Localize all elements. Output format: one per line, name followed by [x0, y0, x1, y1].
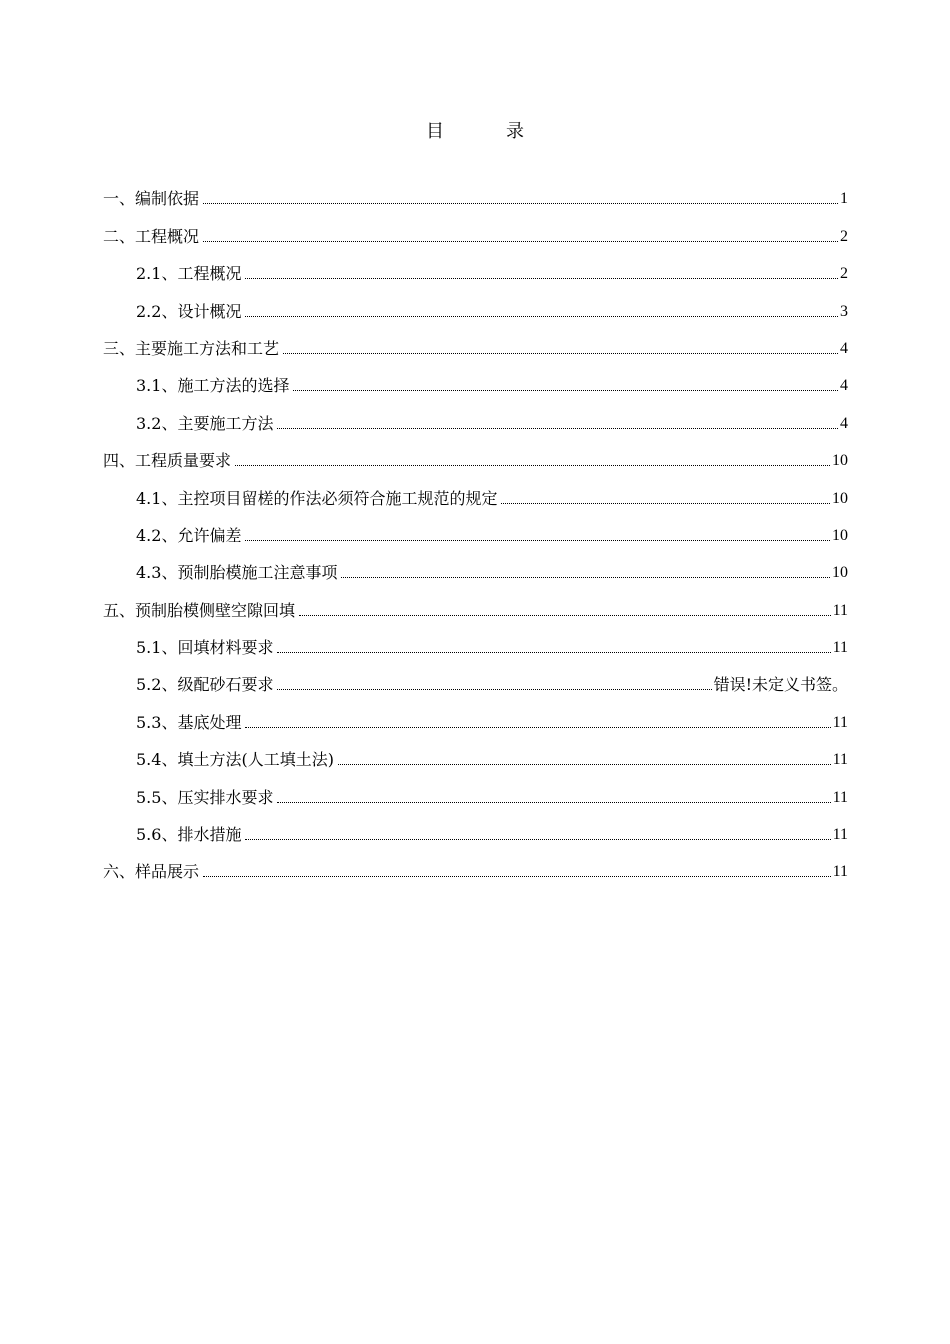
toc-entry[interactable]	[103, 816, 848, 853]
toc-title: 目 录	[426, 121, 546, 142]
dot-leader	[293, 390, 838, 391]
toc-entry-page: 11	[832, 863, 848, 881]
toc-entry[interactable]	[103, 367, 848, 404]
toc-entry-page: 3	[840, 302, 848, 320]
toc-entry-page: 11	[832, 826, 848, 844]
toc-entry-page: 1	[840, 190, 848, 208]
toc-entry-label: 2.2、设计概况	[136, 301, 242, 321]
toc-entry-page: 4	[840, 377, 848, 395]
dot-leader	[203, 876, 831, 877]
toc-entry-label: 4.3、预制胎模施工注意事项	[136, 563, 338, 583]
toc-entry-label: 3.1、施工方法的选择	[136, 376, 290, 396]
toc-entry-page: 11	[832, 601, 848, 619]
dot-leader	[245, 540, 830, 541]
toc-entry[interactable]	[103, 629, 848, 666]
toc-entry[interactable]	[103, 479, 848, 516]
toc-entry-page: 10	[832, 526, 848, 544]
toc-entry[interactable]	[103, 778, 848, 815]
dot-leader	[299, 615, 831, 616]
toc-entry-page: 4	[840, 414, 848, 432]
dot-leader	[283, 353, 838, 354]
toc-entry-page-error: 错误!未定义书签。	[713, 675, 848, 695]
toc-entry-label: 4.1、主控项目留槎的作法必须符合施工规范的规定	[136, 488, 498, 508]
toc-entry[interactable]	[103, 666, 848, 703]
dot-leader	[277, 428, 838, 429]
toc-entry-page: 2	[840, 227, 848, 245]
dot-leader	[501, 503, 830, 504]
toc-entry-label: 六、样品展示	[103, 862, 200, 882]
toc-entry[interactable]	[103, 591, 848, 628]
toc-entry[interactable]	[103, 442, 848, 479]
dot-leader	[245, 278, 838, 279]
toc-entry[interactable]	[103, 554, 848, 591]
toc-entry[interactable]	[103, 292, 848, 329]
toc-entry-label: 3.2、主要施工方法	[136, 413, 274, 433]
dot-leader	[277, 802, 830, 803]
toc-entry-label: 5.2、级配砂石要求	[136, 675, 274, 695]
toc-entry-label: 五、预制胎模侧壁空隙回填	[103, 600, 296, 620]
toc-entry-label: 一、编制依据	[103, 189, 200, 209]
toc-entry-label: 4.2、允许偏差	[136, 525, 242, 545]
toc-entry-page: 10	[832, 452, 848, 470]
toc-entry-label: 5.3、基底处理	[136, 712, 242, 732]
toc-entry-label: 5.4、填土方法(人工填土法)	[136, 750, 334, 770]
toc-entry[interactable]	[103, 330, 848, 367]
toc-entry-label: 三、主要施工方法和工艺	[103, 338, 280, 358]
toc-entry[interactable]	[103, 703, 848, 740]
toc-entry-page: 4	[840, 339, 848, 357]
dot-leader	[338, 764, 831, 765]
toc-entry[interactable]	[103, 217, 848, 254]
toc-entry-label: 二、工程概况	[103, 226, 200, 246]
toc-entry-label: 5.5、压实排水要求	[136, 787, 274, 807]
dot-leader	[277, 689, 711, 690]
toc-entry-page: 10	[832, 564, 848, 582]
toc-entry-page: 11	[832, 713, 848, 731]
toc-entry[interactable]	[103, 741, 848, 778]
toc-entry-page: 11	[832, 639, 848, 657]
dot-leader	[245, 839, 830, 840]
dot-leader	[235, 465, 830, 466]
dot-leader	[341, 577, 830, 578]
toc-entry[interactable]	[103, 517, 848, 554]
dot-leader	[245, 727, 830, 728]
dot-leader	[203, 203, 838, 204]
toc-entry-label: 四、工程质量要求	[103, 451, 232, 471]
dot-leader	[203, 241, 838, 242]
toc-entry-page: 11	[832, 751, 848, 769]
toc-entry[interactable]	[103, 404, 848, 441]
toc-entry-label: 5.1、回填材料要求	[136, 638, 274, 658]
dot-leader	[245, 316, 838, 317]
toc-entry[interactable]	[103, 180, 848, 217]
toc-entry-label: 2.1、工程概况	[136, 264, 242, 284]
dot-leader	[277, 652, 830, 653]
toc-entry-label: 5.6、排水措施	[136, 825, 242, 845]
toc-entry-page: 2	[840, 265, 848, 283]
table-of-contents	[103, 180, 848, 890]
toc-entry[interactable]	[103, 853, 848, 890]
toc-entry[interactable]	[103, 255, 848, 292]
toc-entry-page: 10	[832, 489, 848, 507]
toc-entry-page: 11	[832, 788, 848, 806]
